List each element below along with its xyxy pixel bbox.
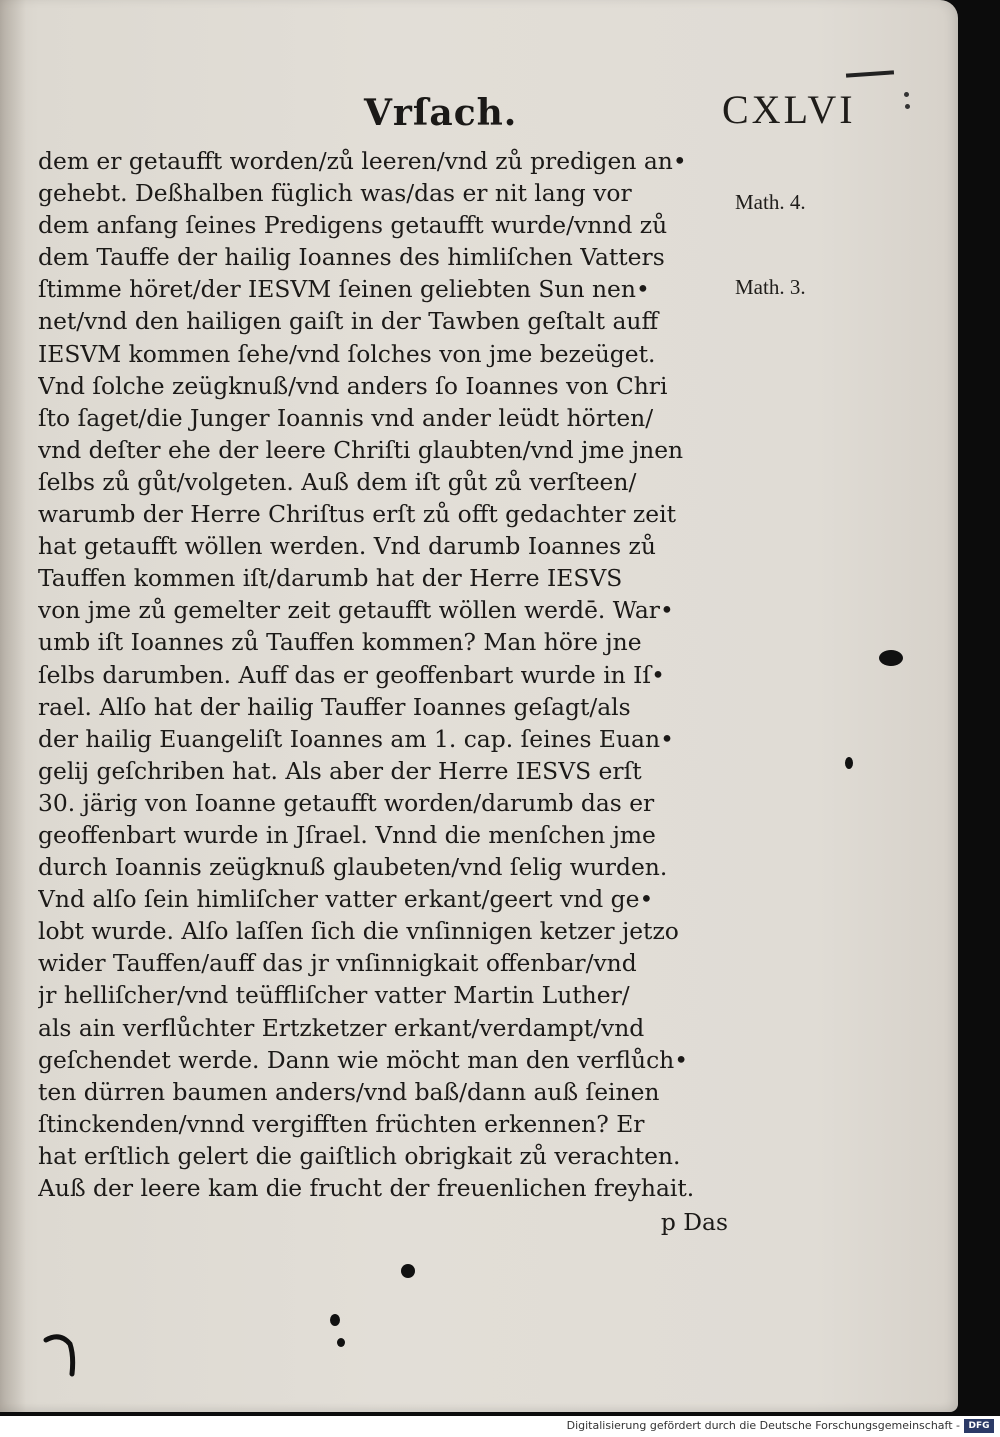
running-title: Vrſach. bbox=[364, 92, 518, 134]
text-line: wider Tauffen/auff das jr vnſinnigkait offenbar/vnd bbox=[38, 949, 637, 978]
text-line: hat getaufft wöllen werden. Vnd darumb Ioannes zů bbox=[38, 532, 656, 561]
text-line: von jme zů gemelter zeit getaufft wöllen werdē. War• bbox=[38, 596, 674, 625]
folio-number: CXLVI bbox=[722, 87, 856, 132]
marginal-note-math-4: Math. 4. bbox=[735, 190, 806, 214]
corner-dot bbox=[904, 92, 909, 97]
text-line: Auß der leere kam die frucht der freuenlichen freyhait. bbox=[38, 1174, 695, 1202]
text-line: ſelbs zů gůt/volgeten. Auß dem iſt gůt zů verſteen/ bbox=[38, 467, 637, 496]
text-line: gelij geſchriben hat. Als aber der Herre IESVS erſt bbox=[38, 756, 642, 785]
ink-blot bbox=[401, 1264, 415, 1278]
funding-credit: Digitalisierung gefördert durch die Deutsche Forschungsgemeinschaft - bbox=[566, 1419, 960, 1432]
text-line: ſelbs darumben. Auff das er geoffenbart wurde in Iſ• bbox=[38, 660, 665, 689]
text-line: Vnd alſo ſein himliſcher vatter erkant/geert vnd ge• bbox=[38, 885, 654, 914]
ink-blot bbox=[879, 650, 903, 666]
text-line: net/vnd den hailigen gaiſt in der Tawben geſtalt auff bbox=[38, 307, 659, 336]
signature-catchword-line: p Das bbox=[660, 1208, 728, 1237]
text-line: geſchendet werde. Dann wie möcht man den verflůch• bbox=[38, 1045, 689, 1074]
text-line: gehebt. Deßhalben füglich was/das er nit lang vor bbox=[38, 179, 632, 208]
text-line: geoffenbart wurde in Jſrael. Vnnd die menſchen jme bbox=[38, 820, 656, 849]
text-line: hat erſtlich gelert die gaiſtlich obrigkait zů verachten. bbox=[38, 1141, 681, 1170]
ink-blot bbox=[845, 757, 853, 769]
corner-dot bbox=[905, 104, 910, 109]
dfg-logo-icon: DFG bbox=[964, 1419, 994, 1433]
text-line: Vnd ſolche zeügknuß/vnd anders ſo Ioannes von Chri bbox=[38, 371, 668, 400]
footer-bar bbox=[0, 1416, 1000, 1437]
text-line: ſto ſaget/die Junger Ioannis vnd ander leüdt hörten/ bbox=[38, 403, 654, 432]
text-line: dem Tauffe der hailig Ioannes des himliſchen Vatters bbox=[38, 243, 665, 272]
marginal-note-math-3: Math. 3. bbox=[735, 275, 806, 299]
text-line: 30. järig von Ioanne getaufft worden/darumb das er bbox=[38, 788, 655, 817]
gutter-shadow bbox=[0, 0, 26, 1412]
text-line: warumb der Herre Chriſtus erſt zů offt gedachter zeit bbox=[38, 500, 676, 529]
text-line: jr helliſcher/vnd teüffliſcher vatter Martin Luther/ bbox=[38, 981, 630, 1010]
text-line: ſtimme höret/der IESVM ſeinen geliebten Sun nen• bbox=[38, 275, 650, 304]
text-line: dem er getaufft worden/zů leeren/vnd zů predigen an• bbox=[38, 147, 687, 175]
text-line: rael. Alſo hat der hailig Tauffer Ioannes geſagt/als bbox=[38, 692, 631, 721]
ink-hook-mark bbox=[42, 1330, 82, 1378]
text-line: Tauffen kommen iſt/darumb hat der Herre IESVS bbox=[38, 564, 623, 593]
text-line: lobt wurde. Alſo laſſen ſich die vnſinnigen ketzer jetzo bbox=[38, 917, 679, 946]
text-line: als ain verflůchter Ertzketzer erkant/verdampt/vnd bbox=[38, 1013, 645, 1042]
text-line: ſtinckenden/vnnd vergifften früchten erkennen? Er bbox=[38, 1109, 645, 1138]
main-text-block bbox=[38, 145, 738, 1238]
ink-blot bbox=[330, 1314, 340, 1326]
text-line: dem anfang ſeines Predigens getaufft wurde/vnnd zů bbox=[38, 211, 668, 240]
text-line: umb iſt Ioannes zů Tauffen kommen? Man höre jne bbox=[38, 628, 642, 657]
text-line: vnd deſter ehe der leere Chriſti glaubten/vnd jme jnen bbox=[38, 435, 684, 464]
text-line: der hailig Euangeliſt Ioannes am 1. cap. ſeines Euan• bbox=[38, 724, 674, 753]
corner-pen-mark bbox=[846, 70, 894, 77]
ink-blot bbox=[337, 1338, 345, 1347]
text-line: IESVM kommen ſehe/vnd ſolches von jme bezeüget. bbox=[38, 339, 656, 368]
text-line: ten dürren baumen anders/vnd baß/dann auß ſeinen bbox=[38, 1077, 660, 1106]
text-line: durch Ioannis zeügknuß glaubeten/vnd ſelig wurden. bbox=[38, 853, 668, 882]
